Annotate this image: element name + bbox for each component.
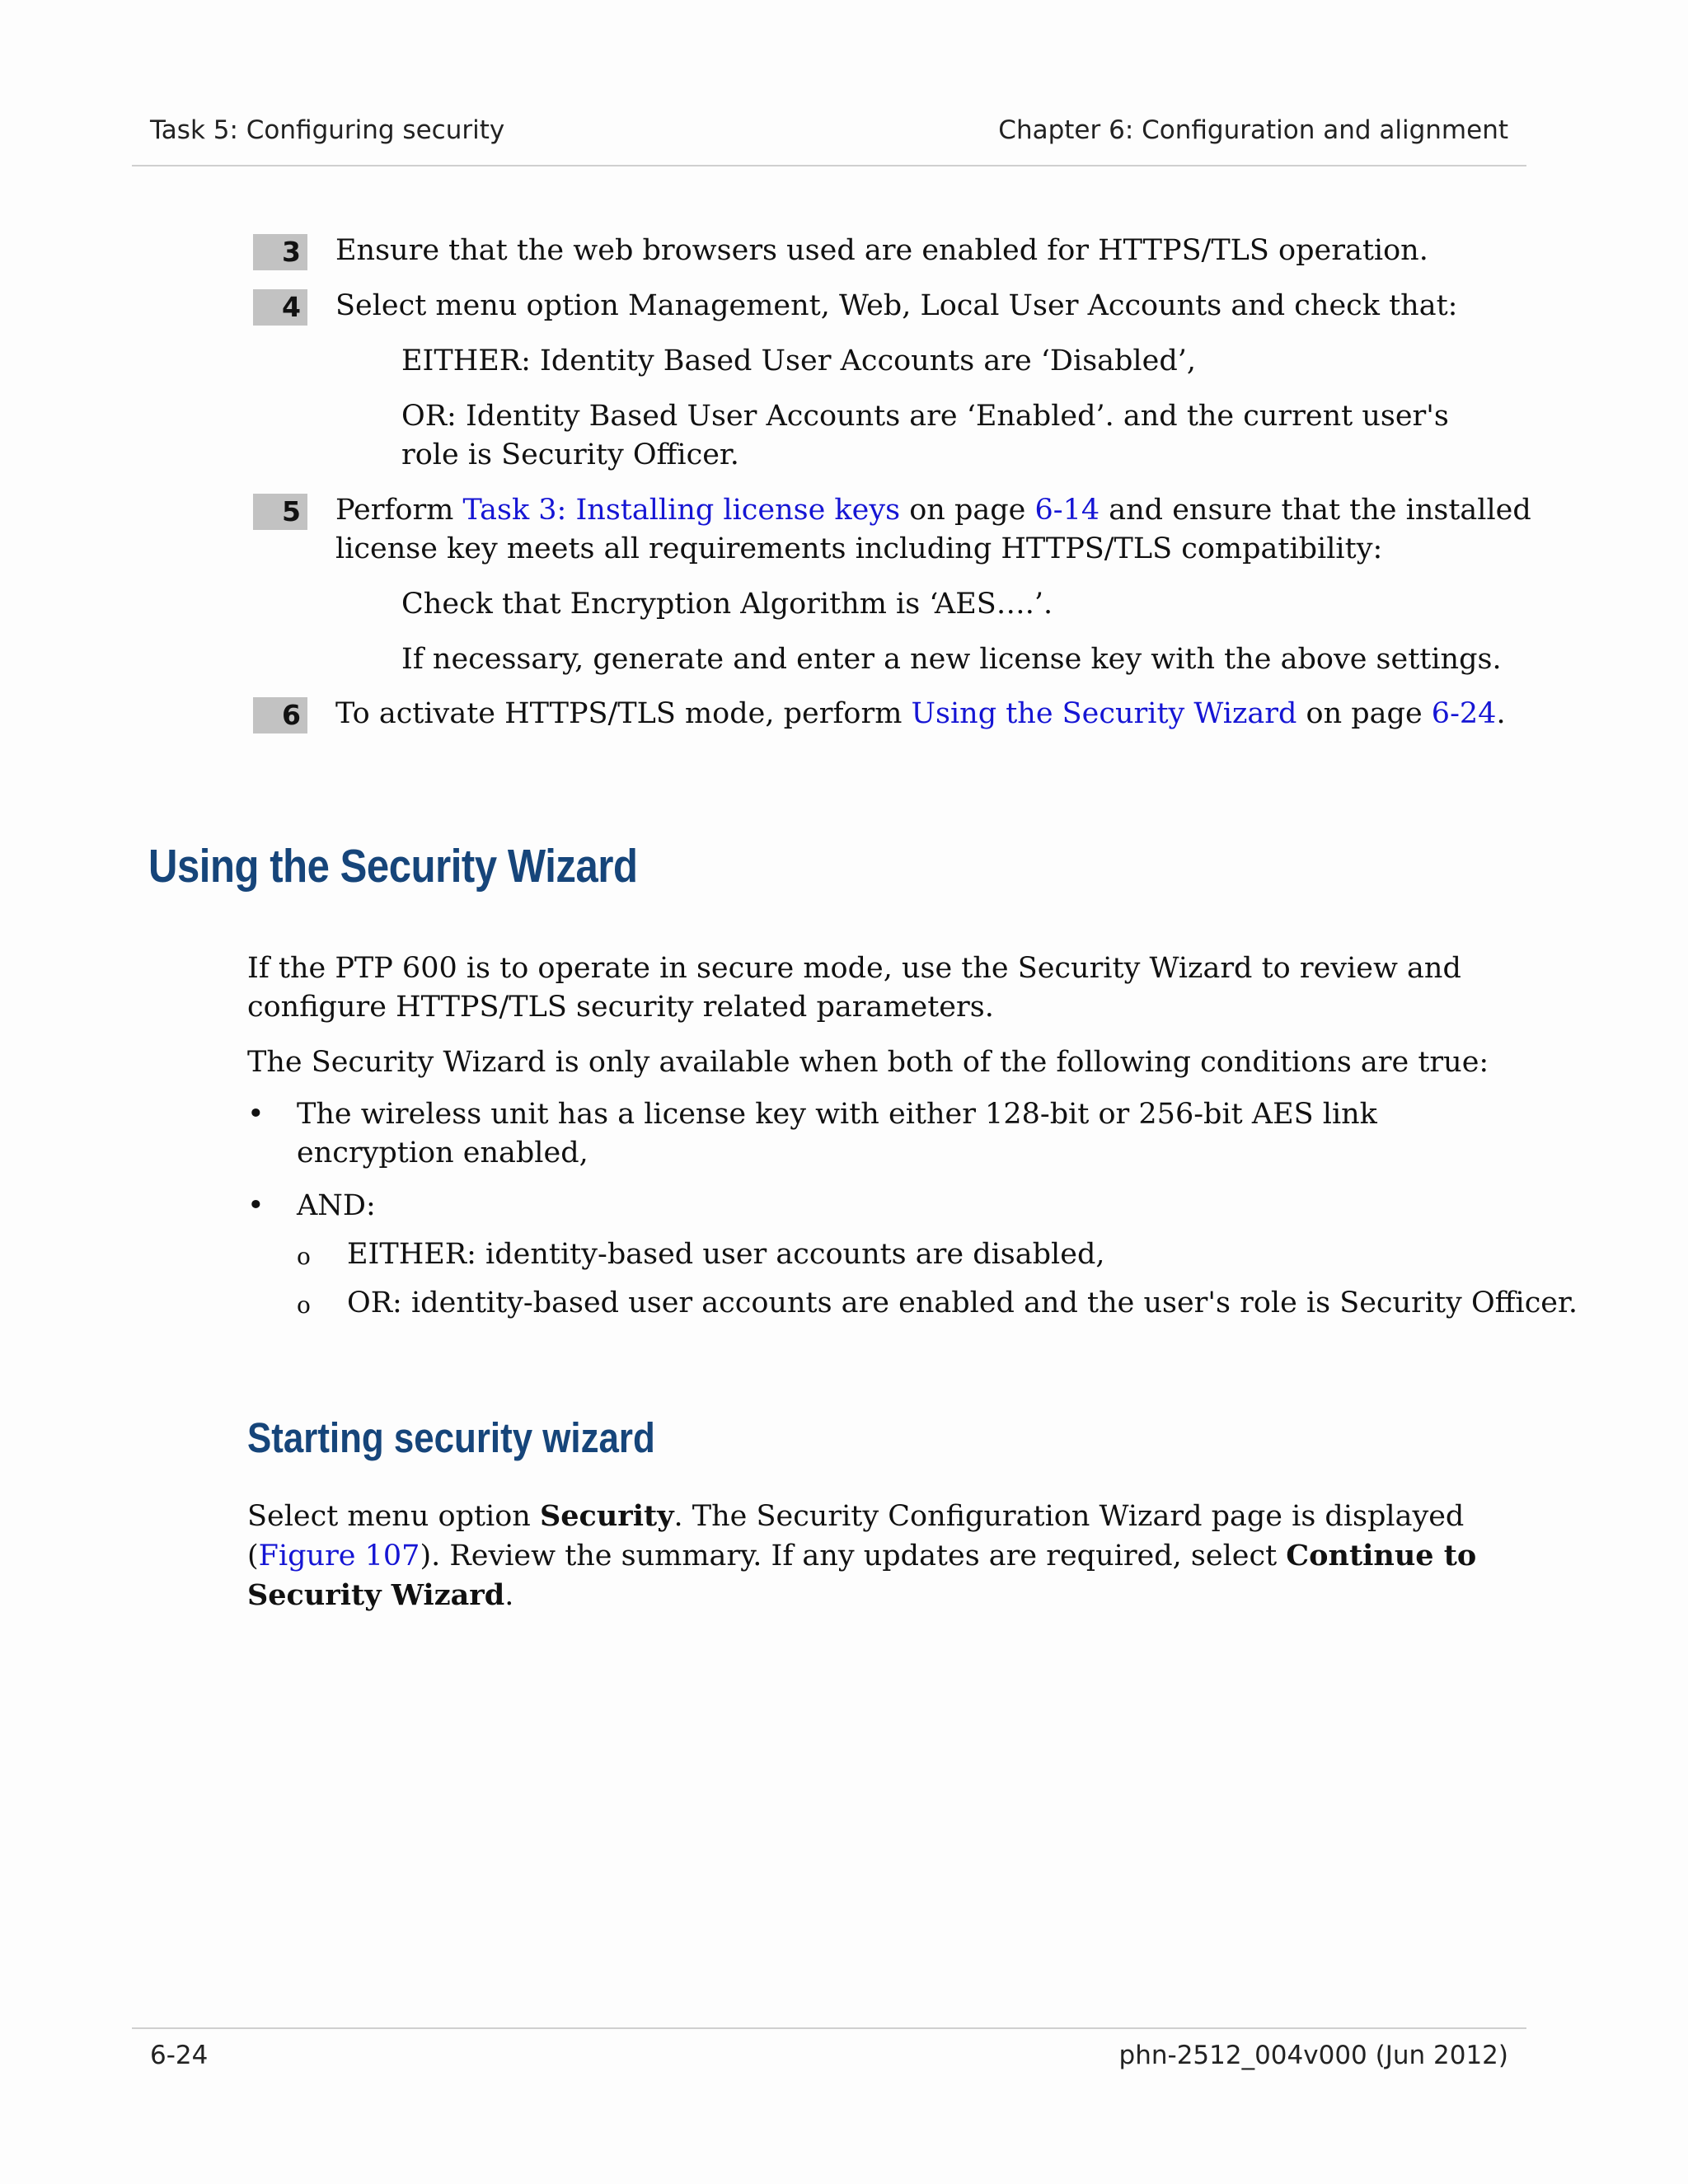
subsection-paragraph: Select menu option Security. The Security Configuration Wizard page is displayed (Figure 107). Review the summary. If any updates are required, select Continue to Security Wizard. bbox=[247, 1499, 1477, 1612]
continue-wizard-label: Continue to Security Wizard bbox=[247, 1539, 1477, 1612]
bullet-marker: • bbox=[247, 1189, 265, 1222]
header-section-title: Task 5: Configuring security bbox=[150, 115, 505, 145]
step-number: 5 bbox=[253, 494, 307, 530]
step-number: 3 bbox=[253, 234, 307, 270]
step-5-generate: If necessary, generate and enter a new license key with the above settings. bbox=[401, 643, 1502, 676]
step-4-either: EITHER: Identity Based User Accounts are ‘Disabled’, bbox=[401, 344, 1196, 377]
page-6-24-link[interactable]: 6-24 bbox=[1431, 697, 1497, 730]
page-header bbox=[132, 0, 1526, 166]
sub-bullet-marker: o bbox=[297, 1243, 311, 1270]
bullet-text: The wireless unit has a license key with either 128-bit or 256-bit AES link encryption enabled, bbox=[297, 1098, 1377, 1169]
step-text: Ensure that the web browsers used are enabled for HTTPS/TLS operation. bbox=[335, 234, 1428, 267]
step-text: Select menu option Management, Web, Local User Accounts and check that: bbox=[335, 289, 1458, 322]
step-text: Perform Task 3: Installing license keys on page 6-14 and ensure that the installed license key meets all requirements including HTTPS/TLS compatibility: bbox=[335, 494, 1531, 565]
task3-link[interactable]: Task 3: Installing license keys bbox=[462, 494, 901, 527]
bullet-marker: • bbox=[247, 1098, 265, 1131]
sub-bullet-text: OR: identity-based user accounts are enabled and the user's role is Security Officer. bbox=[347, 1286, 1578, 1319]
conditions-intro: The Security Wizard is only available when both of the following conditions are true: bbox=[247, 1046, 1489, 1079]
subsection-heading: Starting security wizard bbox=[247, 1414, 655, 1461]
bullet-text: AND: bbox=[297, 1189, 376, 1222]
section-intro: If the PTP 600 is to operate in secure mode, use the Security Wizard to review and configure HTTPS/TLS security related parameters. bbox=[247, 952, 1461, 1024]
step-number: 4 bbox=[253, 289, 307, 326]
page-footer bbox=[132, 2027, 1526, 2070]
header-chapter-title: Chapter 6: Configuration and alignment bbox=[998, 115, 1508, 145]
figure-107-link[interactable]: Figure 107 bbox=[258, 1540, 420, 1572]
security-wizard-link[interactable]: Using the Security Wizard bbox=[911, 697, 1297, 730]
document-id: phn-2512_004v000 (Jun 2012) bbox=[1118, 2041, 1508, 2070]
page-6-14-link[interactable]: 6-14 bbox=[1034, 494, 1100, 527]
sub-bullet-marker: o bbox=[297, 1291, 311, 1319]
sub-bullet-text: EITHER: identity-based user accounts are disabled, bbox=[347, 1238, 1105, 1271]
step-number: 6 bbox=[253, 697, 307, 733]
step-4-or: OR: Identity Based User Accounts are ‘Enabled’. and the current user's role is Security Officer. bbox=[401, 400, 1449, 471]
menu-option-security: Security bbox=[539, 1499, 674, 1533]
step-text: To activate HTTPS/TLS mode, perform Using the Security Wizard on page 6-24. bbox=[335, 697, 1506, 730]
page-number: 6-24 bbox=[150, 2041, 209, 2070]
section-heading: Using the Security Wizard bbox=[148, 840, 638, 893]
step-5-check: Check that Encryption Algorithm is ‘AES….’. bbox=[401, 588, 1053, 621]
